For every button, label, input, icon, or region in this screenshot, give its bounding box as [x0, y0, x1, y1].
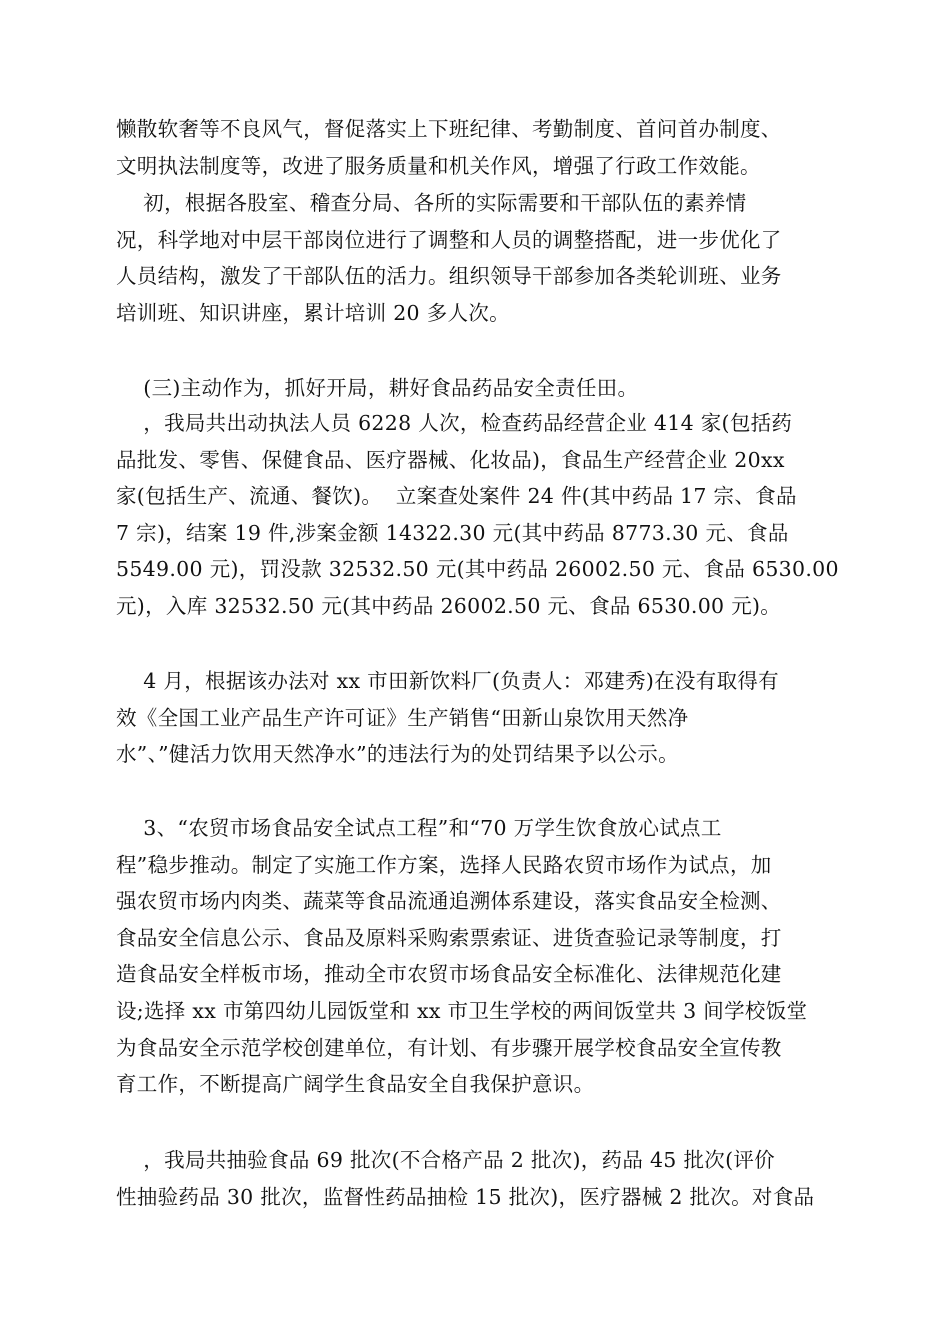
text-line: ，我局共抽验食品 69 批次(不合格产品 2 批次)，药品 45 批次(评价	[116, 1148, 775, 1172]
text-line: 况，科学地对中层干部岗位进行了调整和人员的调整搭配，进一步优化了	[116, 227, 782, 252]
text-line: 人员结构，激发了干部队伍的活力。组织领导干部参加各类轮训班、业务	[116, 264, 782, 289]
text-line: 3、“农贸市场食品安全试点工程”和“70 万学生饮食放心试点工	[116, 816, 722, 840]
paragraph-cadre-training	[116, 185, 836, 331]
text-line: ，我局共出动执法人员 6228 人次，检查药品经营企业 414 家(包括药	[116, 411, 793, 435]
text-line: 初，根据各股室、稽查分局、各所的实际需要和干部队伍的素养情	[116, 191, 747, 215]
text-line: 造食品安全样板市场，推动全市农贸市场食品安全标准化、法律规范化建	[116, 962, 782, 987]
paragraph-penalty-notice	[116, 663, 836, 773]
text-line: 懒散软奢等不良风气，督促落实上下班纪律、考勤制度、首问首办制度、	[116, 117, 782, 141]
text-line: 培训班、知识讲座，累计培训 20 多人次。	[116, 300, 510, 325]
text-line: 性抽验药品 30 批次，监督性药品抽检 15 批次)，医疗器械 2 批次。对食品	[116, 1184, 815, 1209]
text-line: 家(包括生产、流通、餐饮)。 立案查处案件 24 件(其中药品 17 宗、食品	[116, 484, 797, 509]
text-line: 4 月，根据该办法对 xx 市田新饮料厂(负责人：邓建秀)在没有取得有	[116, 669, 779, 693]
text-line: 7 宗)，结案 19 件,涉案金额 14322.30 元(其中药品 8773.30 元、食品	[116, 520, 789, 545]
text-line: 程”稳步推动。制定了实施工作方案，选择人民路农贸市场作为试点，加	[116, 852, 772, 877]
text-line: 为食品安全示范学校创建单位，有计划、有步骤开展学校食品安全宣传教	[116, 1035, 782, 1060]
text-line: 5549.00 元)，罚没款 32532.50 元(其中药品 26002.50 元、食品 6530.00	[116, 557, 839, 582]
text-line: 元)，入库 32532.50 元(其中药品 26002.50 元、食品 6530.00 元)。	[116, 593, 782, 618]
paragraph-enforcement-stats	[116, 405, 839, 625]
text-line: 食品安全信息公示、食品及原料采购索票索证、进货查验记录等制度，打	[116, 925, 782, 950]
paragraph-work-style	[116, 111, 836, 184]
paragraph-pilot-projects	[116, 810, 836, 1103]
text-line: 文明执法制度等，改进了服务质量和机关作风，增强了行政工作效能。	[116, 153, 761, 178]
section-heading-3	[116, 370, 836, 407]
text-line: 效《全国工业产品生产许可证》生产销售“田新山泉饮用天然净	[116, 705, 689, 730]
text-line: 强农贸市场内肉类、蔬菜等食品流通追溯体系建设，落实食品安全检测、	[116, 889, 782, 914]
text-line: 育工作，不断提高广阔学生食品安全自我保护意识。	[116, 1072, 595, 1097]
text-line: (三)主动作为，抓好开局，耕好食品药品安全责任田。	[116, 376, 639, 400]
text-line: 品批发、零售、保健食品、医疗器械、化妆品)，食品生产经营企业 20xx	[116, 447, 785, 472]
text-line: 水”、”健活力饮用天然净水”的违法行为的处罚结果予以公示。	[116, 742, 679, 767]
paragraph-sampling-stats	[116, 1142, 836, 1215]
text-line: 设;选择 xx 市第四幼儿园饭堂和 xx 市卫生学校的两间饭堂共 3 间学校饭堂	[116, 998, 808, 1023]
